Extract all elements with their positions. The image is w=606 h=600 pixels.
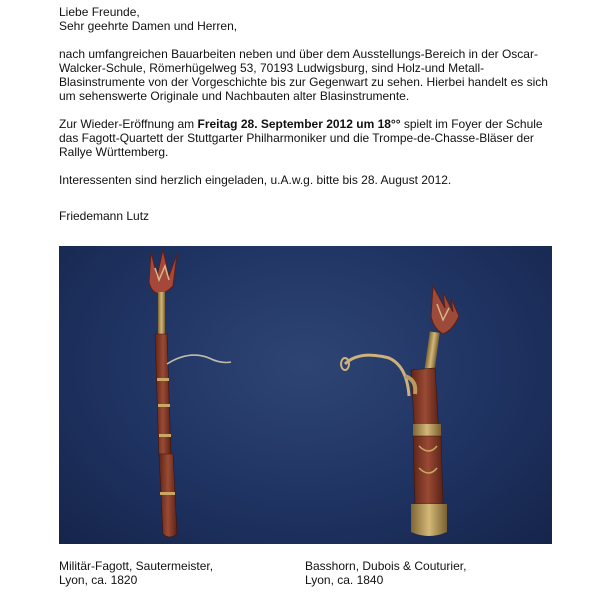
paragraph-invitation: Interessenten sind herzlich eingeladen, u.A.w.g. bitte bis 28. August 2012.	[59, 173, 452, 187]
signature: Friedemann Lutz	[59, 209, 150, 223]
instruments-photo	[59, 246, 552, 544]
military-bassoon-image	[149, 250, 231, 537]
reopening-date: Freitag 28. September 2012 um 18°°	[197, 117, 401, 131]
instruments-illustration	[59, 246, 552, 544]
greeting-line-2: Sehr geehrte Damen und Herren,	[59, 19, 238, 33]
caption-basshorn	[305, 559, 466, 587]
caption-left-line-2: Lyon, ca. 1820	[59, 573, 138, 587]
basshorn-image	[341, 286, 459, 536]
reopening-text-start: Zur Wieder-Eröffnung am	[59, 117, 198, 131]
paragraph-reopening	[59, 117, 559, 159]
greeting-line-1: Liebe Freunde,	[59, 5, 140, 19]
paragraph-renovation: nach umfangreichen Bauarbeiten neben und über dem Ausstellungs-Bereich in der Oscar-Walcker-Schule, Römerhügelweg 53, 70193 Ludwigsburg, sind Holz-und Metall-Blasinstrumente von der Vorgeschichte bis zur Gegenwart zu sehen. Hierbei handelt es sich um sehenswerte Originale und Nachbauten alter Blasinstrumente.	[59, 47, 548, 103]
reopening-text-end: spielt im Foyer der Schule das Fagott-Quartett der Stuttgarter Philharmoniker und die Trompe-de-Chasse-Bläser der Rallye Württemberg.	[59, 117, 543, 159]
caption-left-line-1: Militär-Fagott, Sautermeister,	[59, 559, 214, 573]
caption-military-bassoon	[59, 559, 213, 587]
caption-right-line-1: Basshorn, Dubois & Couturier,	[305, 559, 467, 573]
letter-body	[59, 5, 559, 223]
caption-right-line-2: Lyon, ca. 1840	[305, 573, 384, 587]
